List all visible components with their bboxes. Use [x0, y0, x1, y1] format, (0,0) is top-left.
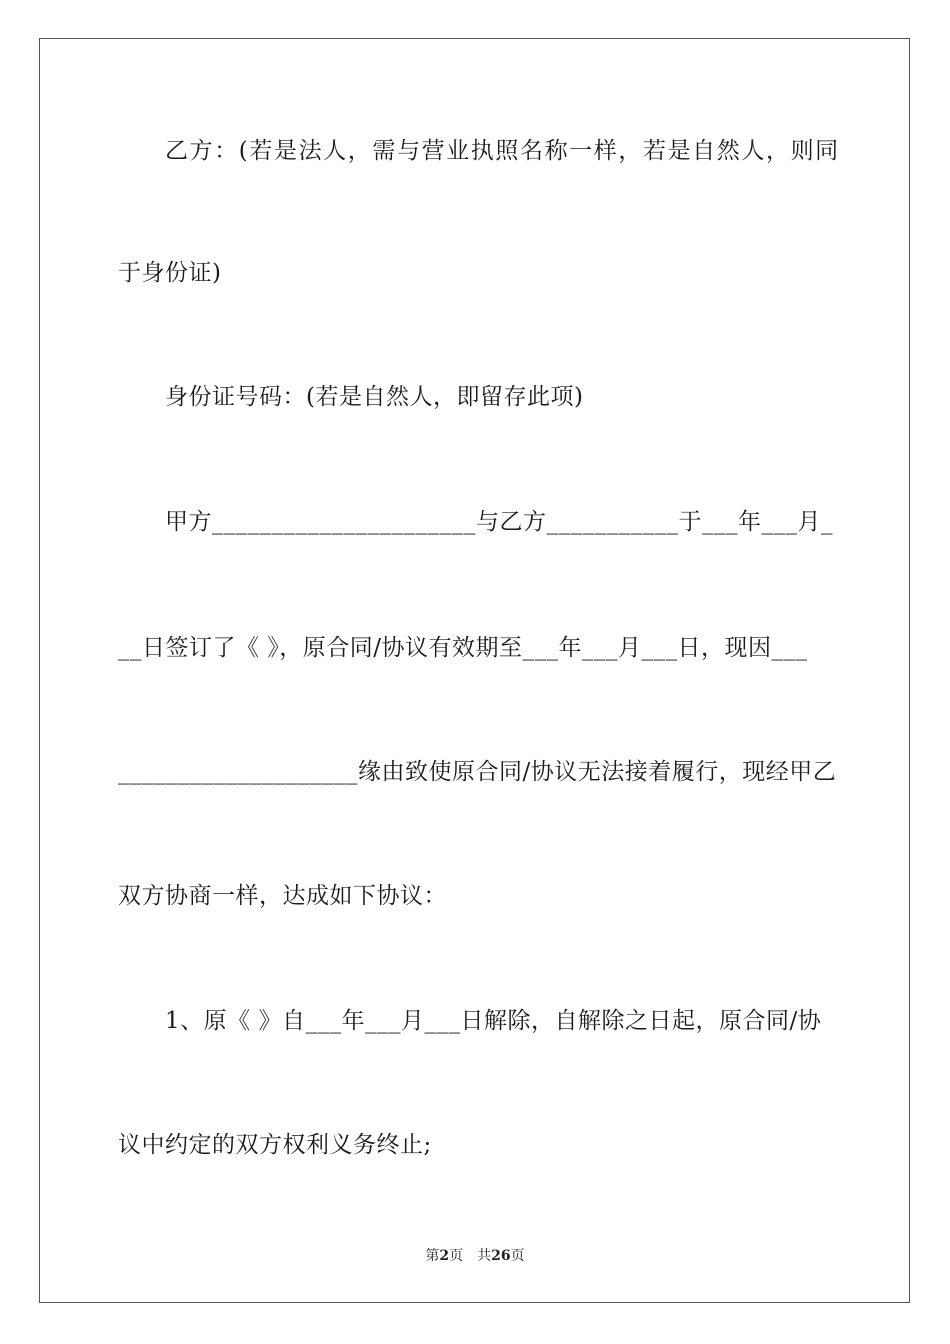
agreement-intro-line: 双方协商一样，达成如下协议： — [118, 883, 447, 909]
page-number: 2 — [439, 1248, 450, 1264]
clause-1-line: 1、原《 》自___年___月___日解除，自解除之日起，原合同/协 — [165, 1008, 822, 1034]
page-footer — [0, 1246, 950, 1266]
total-pages: 26 — [491, 1248, 511, 1264]
party-b-line: 乙方：(若是法人，需与营业执照名称一样，若是自然人，则同 — [165, 138, 840, 164]
reason-line: ____________________缘由致使原合同/协议无法接着履行，现经甲乙 — [118, 759, 837, 785]
contract-date-line: 甲方______________________与乙方___________于___年___月_ — [165, 509, 833, 535]
page-frame — [39, 38, 910, 1303]
id-number-line: 身份证号码：(若是自然人，即留存此项) — [165, 384, 584, 410]
contract-term-line: __日签订了《 》，原合同/协议有效期至___年___月___日，现因___ — [118, 635, 808, 661]
page-suffix: 页 — [449, 1248, 464, 1264]
page-prefix: 第 — [425, 1248, 440, 1264]
total-suffix: 页 — [510, 1248, 525, 1264]
total-prefix: 共 — [477, 1248, 492, 1264]
party-b-line-cont: 于身份证) — [118, 260, 222, 286]
clause-1-line-cont: 议中约定的双方权利义务终止; — [118, 1132, 432, 1158]
